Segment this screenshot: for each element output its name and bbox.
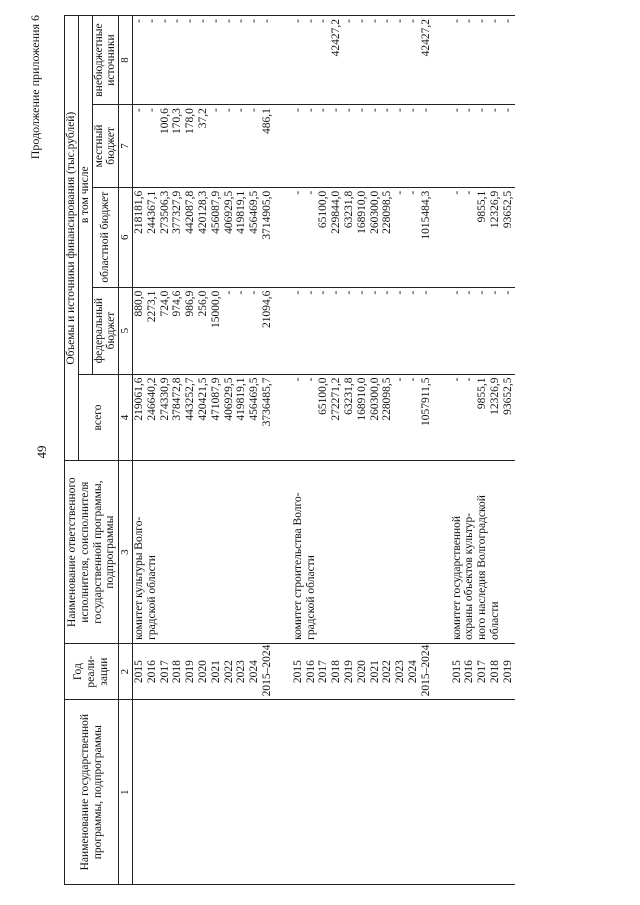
- executor-line: градской области: [304, 555, 317, 640]
- cell-value: -: [209, 19, 222, 23]
- cell-value: 37,2: [196, 108, 209, 129]
- cell-value: 2018: [330, 660, 343, 684]
- executor-line: комитет строительства Волго-: [291, 492, 304, 640]
- year-list: [451, 643, 515, 699]
- cell-value: 2018: [488, 660, 501, 684]
- cell-value: -: [394, 19, 407, 23]
- cell-value: 880,0: [132, 290, 145, 317]
- cell-value: 2023: [394, 660, 407, 684]
- executor-cell: [132, 461, 273, 643]
- cell-value: -: [501, 290, 514, 295]
- executor-line: ного наследия Волгоградской: [476, 495, 489, 640]
- header-in-total: в том числе: [78, 16, 92, 375]
- cell-value: -: [450, 19, 463, 23]
- cell-value: 419819,1: [235, 190, 248, 234]
- spacer-cell: [274, 287, 292, 374]
- cell-value: -: [235, 19, 248, 23]
- cell-value: 93652,5: [501, 190, 514, 229]
- cell-value: 218181,6: [132, 190, 145, 234]
- cell-value: 15000,0: [209, 290, 222, 329]
- cell-value: -: [291, 290, 304, 295]
- cell-value: -: [488, 19, 501, 23]
- spacer-cell: [274, 16, 292, 105]
- cell-value: 486,1: [260, 108, 273, 135]
- cell-value: -: [304, 377, 317, 382]
- table-row: [292, 16, 433, 885]
- cell-value: 1057911,5: [419, 377, 432, 426]
- spacer-cell: [433, 16, 451, 105]
- table-body: [132, 16, 514, 885]
- cell-value: 21094,6: [260, 290, 273, 329]
- cell-value: 65100,0: [317, 377, 330, 415]
- cell-value: 9855,1: [476, 190, 489, 223]
- federal-values: [292, 287, 433, 374]
- cell-value: -: [488, 290, 501, 295]
- cell-value: -: [450, 290, 463, 295]
- cell-value: 377327,9: [171, 190, 184, 234]
- cell-value: -: [381, 19, 394, 23]
- header-total: всего: [78, 374, 118, 461]
- cell-value: -: [355, 19, 368, 23]
- cell-value: -: [304, 108, 317, 113]
- col-number: 4: [119, 374, 133, 461]
- cell-value: 986,9: [184, 290, 197, 317]
- cell-value: -: [355, 108, 368, 113]
- executor-line: градской области: [145, 555, 158, 640]
- cell-value: -: [248, 19, 261, 23]
- cell-value: 2015: [450, 660, 463, 684]
- rotated-page: [20, 15, 620, 885]
- cell-value: 974,6: [171, 290, 184, 317]
- cell-value: 65100,0: [317, 190, 330, 229]
- cell-value: -: [291, 108, 304, 113]
- cell-value: -: [419, 290, 432, 295]
- cell-value: -: [291, 19, 304, 23]
- cell-value: -: [209, 108, 222, 113]
- col-number: 1: [119, 700, 133, 885]
- cell-value: 2020: [355, 660, 368, 684]
- cell-value: 456469,5: [248, 377, 261, 421]
- local-values: [292, 105, 433, 188]
- page-number: 49: [34, 445, 49, 459]
- cell-value: 93652,5: [501, 377, 514, 415]
- cell-value: 63231,8: [342, 377, 355, 415]
- spacer-cell: [433, 374, 451, 461]
- cell-value: -: [406, 108, 419, 113]
- regional-values: [132, 187, 273, 287]
- cell-value: -: [317, 290, 330, 295]
- cell-value: 471087,9: [209, 377, 222, 421]
- cell-value: -: [406, 190, 419, 195]
- header-local: местный бюджет: [92, 105, 119, 188]
- cell-value: -: [381, 290, 394, 295]
- cell-value: 3736485,7: [260, 377, 273, 427]
- cell-value: -: [476, 19, 489, 23]
- cell-value: -: [355, 290, 368, 295]
- cell-value: -: [330, 290, 343, 295]
- cell-value: -: [158, 19, 171, 23]
- cell-value: -: [394, 290, 407, 295]
- cell-value: -: [488, 108, 501, 113]
- cell-value: -: [394, 377, 407, 382]
- col-number: 5: [119, 287, 133, 374]
- cell-value: 2016: [463, 660, 476, 684]
- cell-value: -: [342, 19, 355, 23]
- cell-value: 456087,9: [209, 190, 222, 234]
- cell-value: 2019: [501, 660, 514, 684]
- total-values: [292, 374, 433, 461]
- cell-value: -: [304, 19, 317, 23]
- cell-value: 42427,2: [419, 19, 432, 57]
- cell-value: 63231,8: [342, 190, 355, 229]
- year-list: [292, 643, 433, 699]
- cell-value: 2022: [222, 660, 235, 684]
- cell-value: -: [501, 19, 514, 23]
- cell-value: -: [450, 108, 463, 113]
- cell-value: -: [248, 108, 261, 113]
- cell-value: 442087,8: [184, 190, 197, 234]
- cell-value: 2017: [317, 660, 330, 684]
- executor-cell: [451, 461, 515, 643]
- federal-values: [451, 287, 515, 374]
- spacer-cell: [274, 105, 292, 188]
- cell-value: 9855,1: [476, 377, 489, 410]
- col-number: 7: [119, 105, 133, 188]
- program-cell: [451, 700, 515, 885]
- cell-value: 274330,9: [158, 377, 171, 421]
- program-cell: [292, 700, 433, 885]
- cell-value: 2015–2024: [260, 644, 273, 697]
- cell-value: 378472,8: [171, 377, 184, 421]
- table-row: [451, 16, 515, 885]
- cell-value: 724,0: [158, 290, 171, 317]
- cell-value: -: [406, 377, 419, 382]
- group-spacer: [274, 16, 292, 885]
- header-extra: внебюджетные источники: [92, 16, 119, 105]
- cell-value: -: [132, 19, 145, 23]
- cell-value: -: [291, 190, 304, 195]
- total-values: [132, 374, 273, 461]
- cell-value: -: [248, 290, 261, 295]
- funding-table: [64, 15, 515, 885]
- cell-value: -: [304, 290, 317, 295]
- cell-value: 2021: [209, 660, 222, 684]
- cell-value: 256,0: [196, 290, 209, 317]
- cell-value: 2020: [196, 660, 209, 684]
- col-number: 3: [119, 461, 133, 643]
- cell-value: -: [342, 290, 355, 295]
- cell-value: 168910,0: [355, 377, 368, 421]
- cell-value: -: [476, 108, 489, 113]
- cell-value: 2016: [145, 660, 158, 684]
- cell-value: 2019: [184, 660, 197, 684]
- executor-line: комитет государственной: [450, 515, 463, 640]
- cell-value: -: [184, 19, 197, 23]
- cell-value: 42427,2: [330, 19, 343, 57]
- cell-value: 406929,5: [222, 377, 235, 421]
- cell-value: -: [463, 377, 476, 382]
- cell-value: -: [419, 108, 432, 113]
- cell-value: -: [235, 108, 248, 113]
- cell-value: -: [171, 19, 184, 23]
- cell-value: 2015: [132, 660, 145, 684]
- spacer-cell: [433, 105, 451, 188]
- spacer-cell: [433, 461, 451, 643]
- cell-value: -: [463, 290, 476, 295]
- cell-value: -: [342, 108, 355, 113]
- cell-value: -: [406, 19, 419, 23]
- local-values: [132, 105, 273, 188]
- cell-value: -: [368, 290, 381, 295]
- header-federal: федеральный бюджет: [92, 287, 119, 374]
- spacer-cell: [433, 700, 451, 885]
- cell-value: 100,6: [158, 108, 171, 135]
- spacer-cell: [274, 700, 292, 885]
- cell-value: -: [145, 19, 158, 23]
- cell-value: -: [476, 290, 489, 295]
- cell-value: -: [222, 108, 235, 113]
- cell-value: 2022: [381, 660, 394, 684]
- cell-value: 246640,2: [145, 377, 158, 421]
- header-regional: областной бюджет: [92, 187, 119, 287]
- total-values: [451, 374, 515, 461]
- cell-value: 419819,1: [235, 377, 248, 421]
- cell-value: -: [394, 190, 407, 195]
- cell-value: -: [368, 19, 381, 23]
- cell-value: 228098,5: [381, 190, 394, 234]
- cell-value: 2024: [248, 660, 261, 684]
- cell-value: 170,3: [171, 108, 184, 135]
- col-number: 8: [119, 16, 133, 105]
- cell-value: 272271,2: [330, 377, 343, 421]
- cell-value: -: [450, 190, 463, 195]
- cell-value: 3714905,0: [260, 190, 273, 240]
- table-row: [132, 16, 273, 885]
- cell-value: -: [132, 108, 145, 113]
- cell-value: -: [260, 19, 273, 23]
- regional-values: [292, 187, 433, 287]
- cell-value: 2015–2024: [419, 644, 432, 697]
- cell-value: 12326,9: [488, 377, 501, 415]
- spacer-cell: [433, 287, 451, 374]
- cell-value: -: [463, 19, 476, 23]
- cell-value: 2016: [304, 660, 317, 684]
- cell-value: 443252,7: [184, 377, 197, 421]
- cell-value: -: [196, 19, 209, 23]
- cell-value: 228098,5: [381, 377, 394, 421]
- header-executor: Наименование ответственного исполнителя, соисполнителя государственной программы, подпрограммы: [65, 461, 119, 643]
- spacer-cell: [274, 461, 292, 643]
- cell-value: 420421,5: [196, 377, 209, 421]
- federal-values: [132, 287, 273, 374]
- cell-value: -: [406, 290, 419, 295]
- header-funding: Объемы и источники финансирования (тыс.рублей): [65, 16, 79, 461]
- continuation-caption: Продолжение приложения 6: [28, 15, 42, 160]
- cell-value: 420128,3: [196, 190, 209, 234]
- spacer-cell: [433, 187, 451, 287]
- executor-cell: [292, 461, 433, 643]
- extra-values: [451, 16, 515, 105]
- cell-value: -: [368, 108, 381, 113]
- cell-value: -: [291, 377, 304, 382]
- cell-value: -: [317, 19, 330, 23]
- cell-value: 244367,1: [145, 190, 158, 234]
- cell-value: 2015: [291, 660, 304, 684]
- spacer-cell: [274, 187, 292, 287]
- cell-value: 260300,0: [368, 377, 381, 421]
- header-year: Год реали-зации: [65, 643, 119, 699]
- cell-value: 456469,5: [248, 190, 261, 234]
- col-number: 6: [119, 187, 133, 287]
- cell-value: 229844,0: [330, 190, 343, 234]
- spacer-cell: [433, 643, 451, 699]
- cell-value: 2021: [368, 660, 381, 684]
- header-program: Наименование государственной программы, подпрограммы: [65, 700, 119, 885]
- extra-values: [132, 16, 273, 105]
- cell-value: -: [222, 290, 235, 295]
- cell-value: -: [501, 108, 514, 113]
- col-number: 2: [119, 643, 133, 699]
- cell-value: -: [394, 108, 407, 113]
- cell-value: 273506,3: [158, 190, 171, 234]
- cell-value: 2273,1: [145, 290, 158, 323]
- spacer-cell: [274, 643, 292, 699]
- regional-values: [451, 187, 515, 287]
- executor-line: комитет культуры Волго-: [132, 516, 145, 640]
- cell-value: 2019: [342, 660, 355, 684]
- cell-value: 2018: [171, 660, 184, 684]
- cell-value: 1015484,3: [419, 190, 432, 240]
- cell-value: -: [381, 108, 394, 113]
- cell-value: -: [317, 108, 330, 113]
- cell-value: 2017: [476, 660, 489, 684]
- cell-value: -: [330, 108, 343, 113]
- program-cell: [132, 700, 273, 885]
- cell-value: 12326,9: [488, 190, 501, 229]
- executor-line: охраны объектов культур-: [463, 512, 476, 640]
- cell-value: 260300,0: [368, 190, 381, 234]
- cell-value: -: [463, 108, 476, 113]
- group-spacer: [433, 16, 451, 885]
- cell-value: 2024: [406, 660, 419, 684]
- cell-value: 2023: [235, 660, 248, 684]
- cell-value: -: [463, 190, 476, 195]
- cell-value: 168910,0: [355, 190, 368, 234]
- local-values: [451, 105, 515, 188]
- executor-line: области: [488, 601, 501, 640]
- cell-value: -: [235, 290, 248, 295]
- cell-value: 219061,6: [132, 377, 145, 421]
- cell-value: -: [145, 108, 158, 113]
- cell-value: 178,0: [184, 108, 197, 135]
- spacer-cell: [274, 374, 292, 461]
- extra-values: [292, 16, 433, 105]
- cell-value: -: [450, 377, 463, 382]
- cell-value: -: [304, 190, 317, 195]
- year-list: [132, 643, 273, 699]
- cell-value: 2017: [158, 660, 171, 684]
- cell-value: 406929,5: [222, 190, 235, 234]
- cell-value: -: [222, 19, 235, 23]
